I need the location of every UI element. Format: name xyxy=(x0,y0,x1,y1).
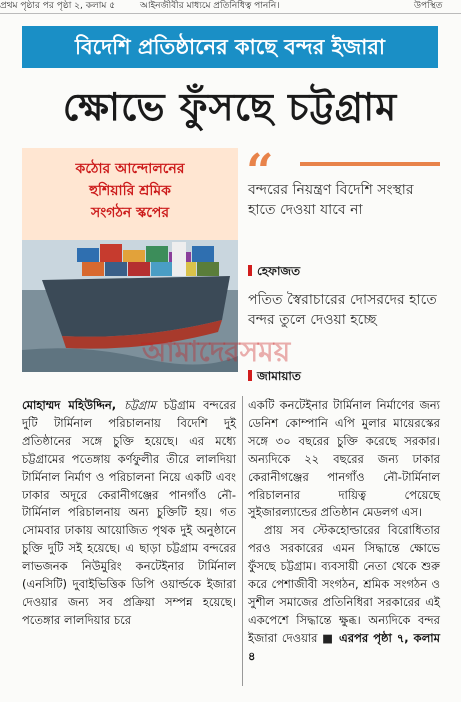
article-paragraph xyxy=(248,522,440,665)
column-divider xyxy=(242,396,243,686)
article-column-right xyxy=(248,397,440,666)
quote-mark-icon: “ xyxy=(246,144,274,200)
photo-banner-line: কঠোর আন্দোলনের xyxy=(75,161,185,177)
photo-banner-line: হুশিয়ারি শ্রমিক xyxy=(89,183,171,199)
page-reference-middle: আইনজীবীর মাধ্যমে প্রতিনিধিত্ব পাননি। xyxy=(140,1,280,11)
photo-banner xyxy=(22,148,238,240)
article-paragraph: একটি কনটেইনার টার্মিনাল নির্মাণের জন্য ডেনিশ কোম্পানি এপি মুলার মায়েরস্কের সঙ্গে ৩০ বছরের চুক্তি করেছে সরকার। অন্যদিকে ২২ বছরের জন্য ঢাকার কেরানীগঞ্জের পানগাঁও নৌ-টার্মিনাল পরিচালনার দায়িত্ব পেয়েছে সুইজারল্যান্ডের প্রতিষ্ঠান মেডলগ এস। xyxy=(248,398,440,520)
page-reference-left: প্রথম পৃষ্ঠার পর পৃষ্ঠা ২, কলাম ৫ xyxy=(0,1,116,11)
kicker-banner: বিদেশি প্রতিষ্ঠানের কাছে বন্দর ইজারা xyxy=(22,26,438,68)
photo-banner-line: সংগঠন স্কপের xyxy=(90,205,170,221)
page-reference-strip xyxy=(0,0,461,14)
article-paragraph: চট্টগ্রাম বন্দরের দুটি টার্মিনাল পরিচালনায় বিদেশি দুই প্রতিষ্ঠানের সঙ্গে চুক্তি হয়েছে। এর মধ্যে চট্টগ্রামের পতেঙ্গায় কর্ণফুলীর তীরে লালদিয়া টার্মিনাল নির্মাণ ও পরিচালনা নিয়ে একটি এবং ঢাকার অদূরে কেরানীগঞ্জের পানগাঁও নৌ-টার্মিনাল পরিচালনায় অন্য চুক্তিটি হয়। গত সোমবার ঢাকায় আয়োজিত পৃথক দুই অনুষ্ঠানে চুক্তি দুটি সই হয়েছে। এ ছাড়া চট্টগ্রাম বন্দরের লাভজনক নিউমুরিং কনটেইনার টার্মিনাল (এনসিটি) দুবাইভিত্তিক ডিপি ওয়ার্ল্ডকে ইজারা দেওয়ার জন্য সব প্রক্রিয়া সম্পন্ন হয়েছে। পতেঙ্গার লালদিয়ার চরে xyxy=(22,398,236,627)
byline-place: চট্টগ্রাম xyxy=(124,398,156,412)
pull-quote-1: বন্দরের নিয়ন্ত্রণ বিদেশি সংস্থার হাতে দেওয়া যাবে না xyxy=(248,182,414,218)
byline-name: মোহাম্মদ মহিউদ্দিন, xyxy=(22,398,117,412)
headline: ক্ষোভে ফুঁসছে চট্টগ্রাম xyxy=(62,85,398,129)
quote-divider xyxy=(300,162,440,166)
pull-quote-2: পতিত স্বৈরাচারের দোসরদের হাতে বন্দর তুলে দেওয়া হচ্ছে xyxy=(248,292,437,328)
article-paragraph-text: প্রায় সব স্টেকহোল্ডারের বিরোধিতার পরও সরকারের এমন সিদ্ধান্তে ক্ষোভে ফুঁসছে চট্টগ্রাম। ব্যবসায়ী নেতা থেকে শুরু করে পেশাজীবী সংগঠন, শ্রমিক সংগঠন ও সুশীল সমাজের প্রতিনিধিরা সরকারের এই একপেশে সিদ্ধান্তে ক্ষুব্ধ। অন্যদিকে বন্দর ইজারা দেওয়ার xyxy=(248,523,440,645)
page-reference-right: উপস্থিত xyxy=(414,1,443,11)
article-column-left xyxy=(22,397,236,630)
pull-quote-1-attribution: হেফাজত xyxy=(248,263,300,279)
pull-quote-2-attribution: জামায়াত xyxy=(248,368,301,384)
byline xyxy=(22,398,156,412)
continuation-reference: ■ এরপর পৃষ্ঠা ৭, কলাম ৪ xyxy=(248,631,440,663)
publication-watermark: আমাদেরসময় xyxy=(142,335,291,368)
